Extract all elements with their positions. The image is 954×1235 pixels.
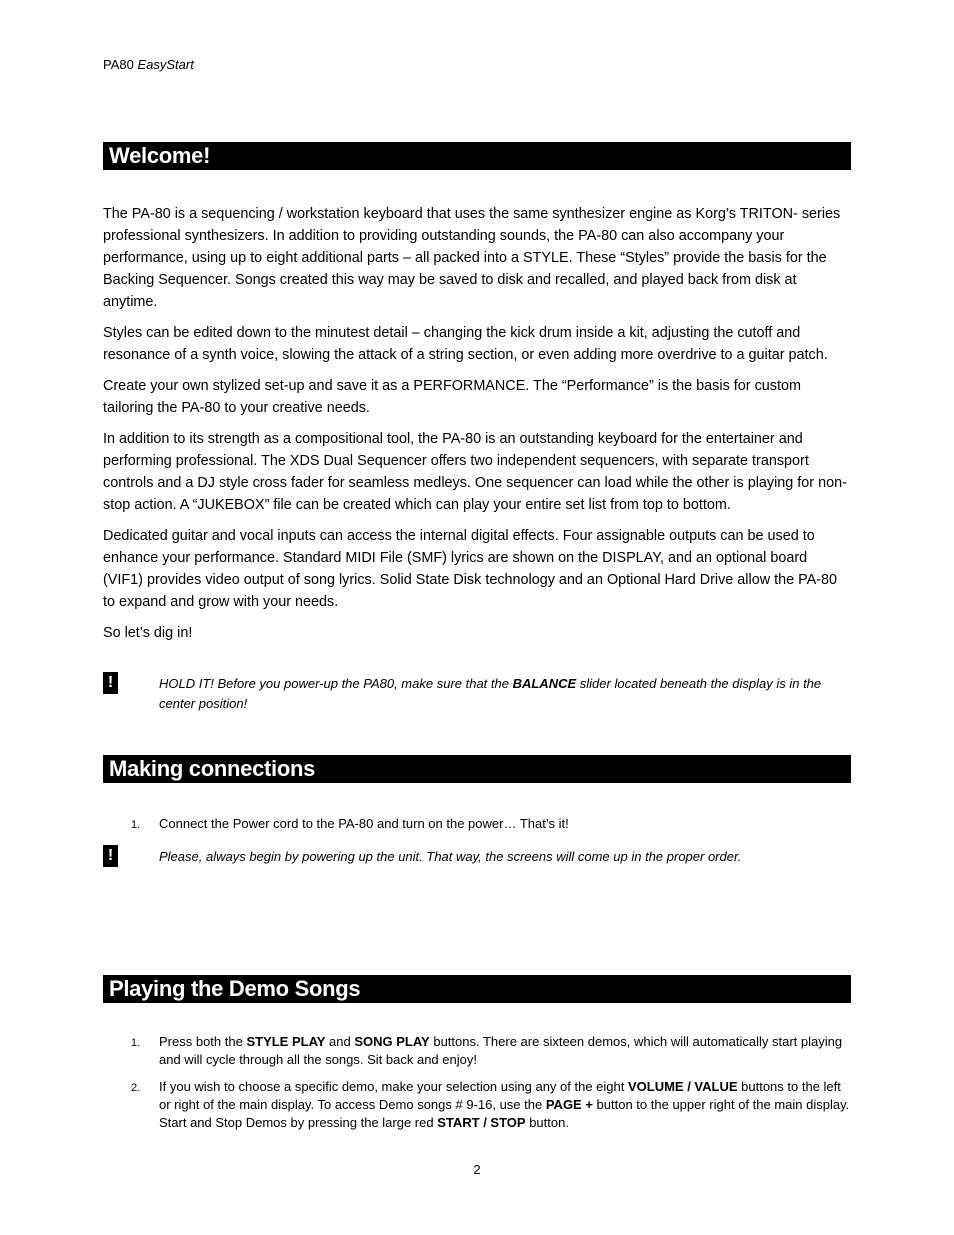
welcome-paragraph: Dedicated guitar and vocal inputs can access the internal digital effects. Four assignable outputs can be used to enhance your performance. Standard MIDI File (SMF) lyrics are shown on the DISPLAY, and an optional board (VIF1) provides video output of song lyrics. Solid State Disk technology and an Optional Hard Drive allow the PA-80 to expand and grow with your needs. — [103, 528, 838, 610]
step-text: Connect the Power cord to the PA-80 and turn on the power… That’s it! — [159, 816, 569, 831]
welcome-paragraph: Create your own stylized set-up and save it as a PERFORMANCE. The “Performance” is the basis for custom tailoring the PA-80 to your creative needs. — [103, 378, 801, 416]
balance-keyword: BALANCE — [512, 676, 577, 691]
welcome-paragraph: The PA-80 is a sequencing / workstation keyboard that uses the same synthesizer engine as Korg’s TRITON- series professional synthesizers. In addition to providing outstanding sounds, the PA-80 can also accompany your performance, using up to eight additional parts – all packed into a STYLE. These “Styles” provide the basis for the Backing Sequencer. Songs created this way may be saved to disk and recalled, and played back from disk at anytime. — [103, 206, 841, 310]
style-play-label: STYLE PLAY — [246, 1034, 326, 1049]
list-item: 1. Press both the STYLE PLAY and SONG PLAY buttons. There are sixteen demos, which will automatically start playing and will cycle through all the songs. Sit back and enjoy! — [131, 1034, 843, 1067]
exclamation-icon: ! — [103, 672, 118, 694]
demo-steps — [103, 1033, 851, 1141]
list-item: 2. If you wish to choose a specific demo, make your selection using any of the eight VOLUME / VALUE buttons to the left or right of the main display. To access Demo songs # 9-16, use the PAGE + button to the upper right of the main display. Start and Stop Demos by pressing the large red START / STOP button. — [131, 1079, 850, 1130]
welcome-paragraph: Styles can be edited down to the minutest detail – changing the kick drum inside a kit, adjusting the cutoff and resonance of a synth voice, slowing the attack of a string section, or even adding more overdrive to a guitar patch. — [103, 325, 828, 363]
connections-steps — [103, 815, 851, 842]
step-number: 1. — [131, 819, 141, 831]
header-model: PA80 — [103, 57, 134, 72]
balance-warning-text: HOLD IT! Before you power-up the PA80, make sure that the BALANCE slider located beneath the display is in the center position! — [159, 676, 822, 711]
volume-value-label: VOLUME / VALUE — [627, 1079, 738, 1094]
section-heading-demo-songs: Playing the Demo Songs — [103, 975, 851, 1003]
page-number: 2 — [473, 1162, 481, 1177]
page-plus-label: PAGE + — [545, 1097, 593, 1112]
welcome-body — [103, 203, 851, 653]
welcome-paragraph: In addition to its strength as a compositional tool, the PA-80 is an outstanding keyboard for the entertainer and performing professional. The XDS Dual Sequencer offers two independent sequencers, with separate transport controls and a DJ style cross fader for seamless medleys. One sequencer can load while the other is playing for non-stop action. A “JUKEBOX” file can be created which can play your entire set list from top to bottom. — [103, 431, 847, 513]
running-header — [103, 57, 194, 73]
header-doc-title: EasyStart — [137, 57, 194, 72]
list-item — [103, 815, 851, 833]
section-heading-welcome: Welcome! — [103, 142, 851, 170]
step-number: 2. — [131, 1082, 141, 1094]
step-number: 1. — [131, 1037, 141, 1049]
start-stop-label: START / STOP — [437, 1115, 526, 1130]
song-play-label: SONG PLAY — [354, 1034, 430, 1049]
welcome-paragraph: So let’s dig in! — [103, 625, 193, 641]
power-up-notice-text: Please, always begin by powering up the unit. That way, the screens will come up in the proper order. — [159, 849, 742, 864]
section-heading-connections: Making connections — [103, 755, 851, 783]
exclamation-icon: ! — [103, 845, 118, 867]
